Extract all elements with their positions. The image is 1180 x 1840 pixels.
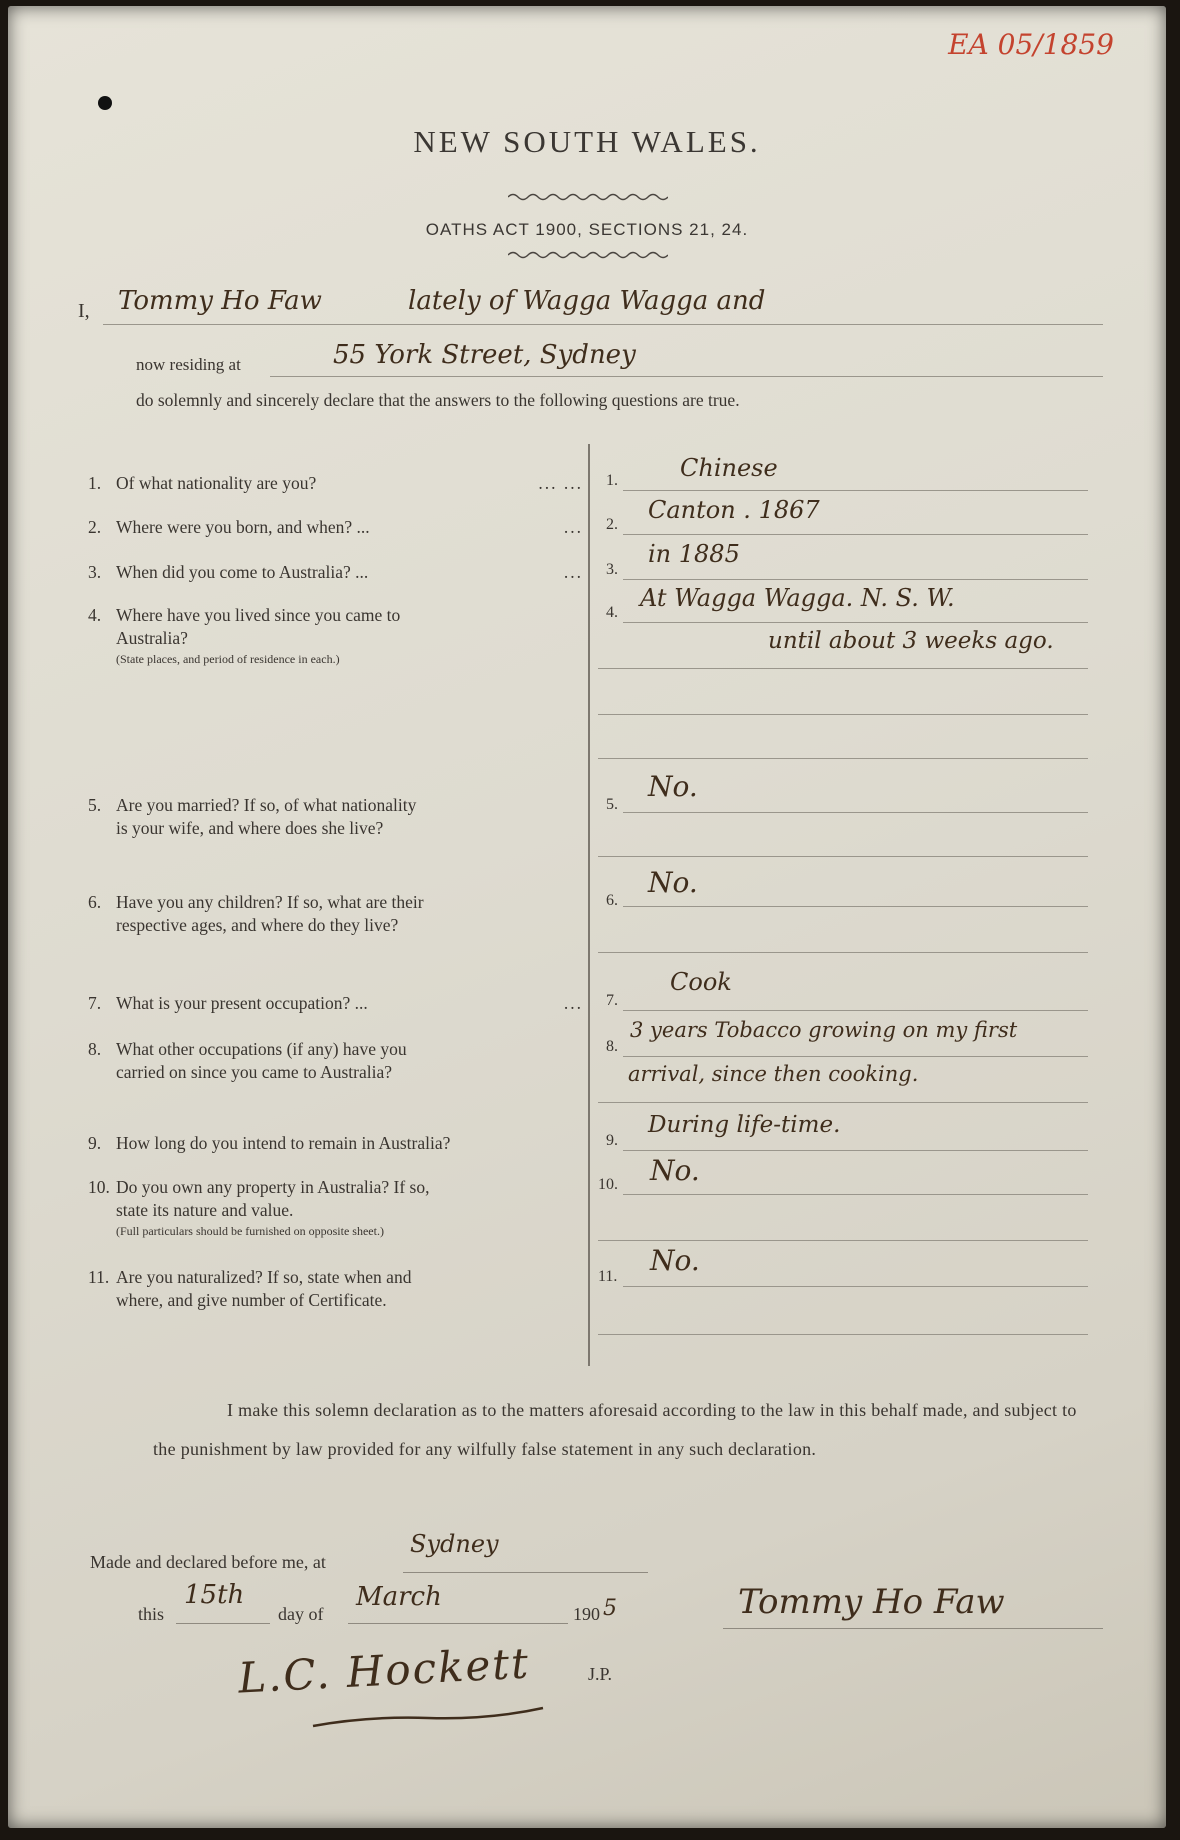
answer-line: [623, 812, 1088, 813]
answer-line: [598, 668, 1088, 669]
solemn-declaration: I make this solemn declaration as to the matters aforesaid according to the law in this behalf made, and subject to the punishment by law provided for any wilfully false statement in any such declaration.: [153, 1400, 1077, 1459]
answer-line: [598, 1240, 1088, 1241]
jp-signature-flourish: [308, 1696, 548, 1736]
reference-number: EA 05/1859: [948, 28, 1114, 61]
answer-11: No.: [650, 1244, 700, 1277]
name-line: [103, 324, 1103, 325]
made-declared-label: Made and declared before me, at: [90, 1552, 326, 1572]
day-line: [176, 1623, 270, 1624]
question-7: 7. What is your present occupation? ... ...: [88, 993, 583, 1013]
answer-8-continued: arrival, since then cooking.: [628, 1062, 919, 1086]
answer-6: No.: [648, 866, 698, 899]
residence-address: 55 York Street, Sydney: [333, 340, 636, 370]
residing-label: now residing at: [136, 355, 241, 374]
answer-8: 3 years Tobacco growing on my first: [630, 1018, 1018, 1042]
answer-line: [623, 579, 1088, 580]
question-1: 1. Of what nationality are you? ... ...: [88, 473, 583, 493]
column-divider: [588, 444, 590, 1366]
answer-2: Canton . 1867: [648, 496, 820, 524]
answer-line: [598, 856, 1088, 857]
answer-line: [598, 714, 1088, 715]
answer-line: [598, 758, 1088, 759]
this-label: this: [138, 1604, 165, 1624]
answer-line: [598, 952, 1088, 953]
act-subtitle: OATHS ACT 1900, SECTIONS 21, 24.: [425, 220, 749, 239]
place-line: [403, 1572, 648, 1573]
answer-10-number: 10.: [598, 1176, 618, 1193]
title-ornament: [508, 190, 668, 204]
answer-9-number: 9.: [606, 1132, 618, 1149]
answer-7: Cook: [670, 968, 732, 996]
question-3: 3. When did you come to Australia? ... ...: [88, 562, 583, 582]
declare-text: do solemnly and sincerely declare that the answers to the following questions are true.: [136, 390, 740, 410]
question-2: 2. Where were you born, and when? ... ...: [88, 517, 583, 537]
answer-line: [598, 1102, 1088, 1103]
declaration-form: [8, 6, 1166, 1828]
question-9: 9. How long do you intend to remain in Australia?: [88, 1133, 451, 1153]
signature-line: [723, 1628, 1103, 1629]
declarant-name: Tommy Ho Faw: [118, 286, 322, 316]
answer-9: During life-time.: [648, 1112, 841, 1138]
answer-5-number: 5.: [606, 796, 618, 813]
answer-line: [623, 1010, 1088, 1011]
signing-day: 15th: [184, 1580, 245, 1610]
answer-8-number: 8.: [606, 1038, 618, 1055]
question-8: 8. What other occupations (if any) have you carried on since you came to Australia?: [88, 1039, 407, 1082]
answer-line: [623, 1194, 1088, 1195]
signing-month: March: [356, 1582, 442, 1612]
subtitle-ornament: [508, 248, 668, 262]
answer-line: [623, 1056, 1088, 1057]
question-5: 5. Are you married? If so, of what nationality is your wife, and where does she live?: [88, 795, 417, 838]
answer-line: [623, 622, 1088, 623]
year-digit: 5: [603, 1596, 617, 1621]
answer-line: [623, 1150, 1088, 1151]
lately-of-text: lately of Wagga Wagga and: [408, 286, 766, 316]
answer-7-number: 7.: [606, 992, 618, 1009]
answer-4-continued: until about 3 weeks ago.: [768, 628, 1054, 654]
answer-line: [623, 1286, 1088, 1287]
year-prefix: 190: [573, 1604, 600, 1624]
answer-line: [623, 534, 1088, 535]
ink-blot: [98, 96, 112, 110]
answer-2-number: 2.: [606, 516, 618, 533]
day-of-label: day of: [278, 1604, 324, 1624]
answer-5: No.: [648, 770, 698, 803]
answer-line: [598, 1334, 1088, 1335]
answer-4-number: 4.: [606, 604, 618, 621]
answer-3: in 1885: [648, 540, 740, 568]
residence-line: [270, 376, 1103, 377]
declarant-signature: Tommy Ho Faw: [738, 1582, 1005, 1622]
answer-3-number: 3.: [606, 561, 618, 578]
answer-10: No.: [650, 1154, 700, 1187]
question-10: 10. Do you own any property in Australia? If so, state its nature and value. (Full particulars should be furnished on opposite sheet.): [88, 1177, 430, 1238]
month-line: [348, 1623, 568, 1624]
question-11: 11. Are you naturalized? If so, state when and where, and give number of Certificate.: [88, 1267, 412, 1310]
i-label: I,: [78, 300, 90, 322]
answer-line: [623, 906, 1088, 907]
jp-label: J.P.: [588, 1664, 613, 1684]
answer-line: [623, 490, 1088, 491]
signing-place: Sydney: [410, 1530, 499, 1558]
answer-1: Chinese: [680, 454, 778, 482]
answer-11-number: 11.: [598, 1268, 618, 1285]
question-4: 4. Where have you lived since you came to Australia? (State places, and period of residence in each.): [88, 605, 401, 666]
question-6: 6. Have you any children? If so, what are their respective ages, and where do they live?: [88, 892, 424, 935]
jp-signature: L.C. Hockett: [236, 1638, 532, 1703]
form-title: NEW SOUTH WALES.: [413, 124, 761, 159]
answer-1-number: 1.: [606, 472, 618, 489]
answer-4: At Wagga Wagga. N. S. W.: [640, 584, 955, 612]
answer-6-number: 6.: [606, 892, 618, 909]
